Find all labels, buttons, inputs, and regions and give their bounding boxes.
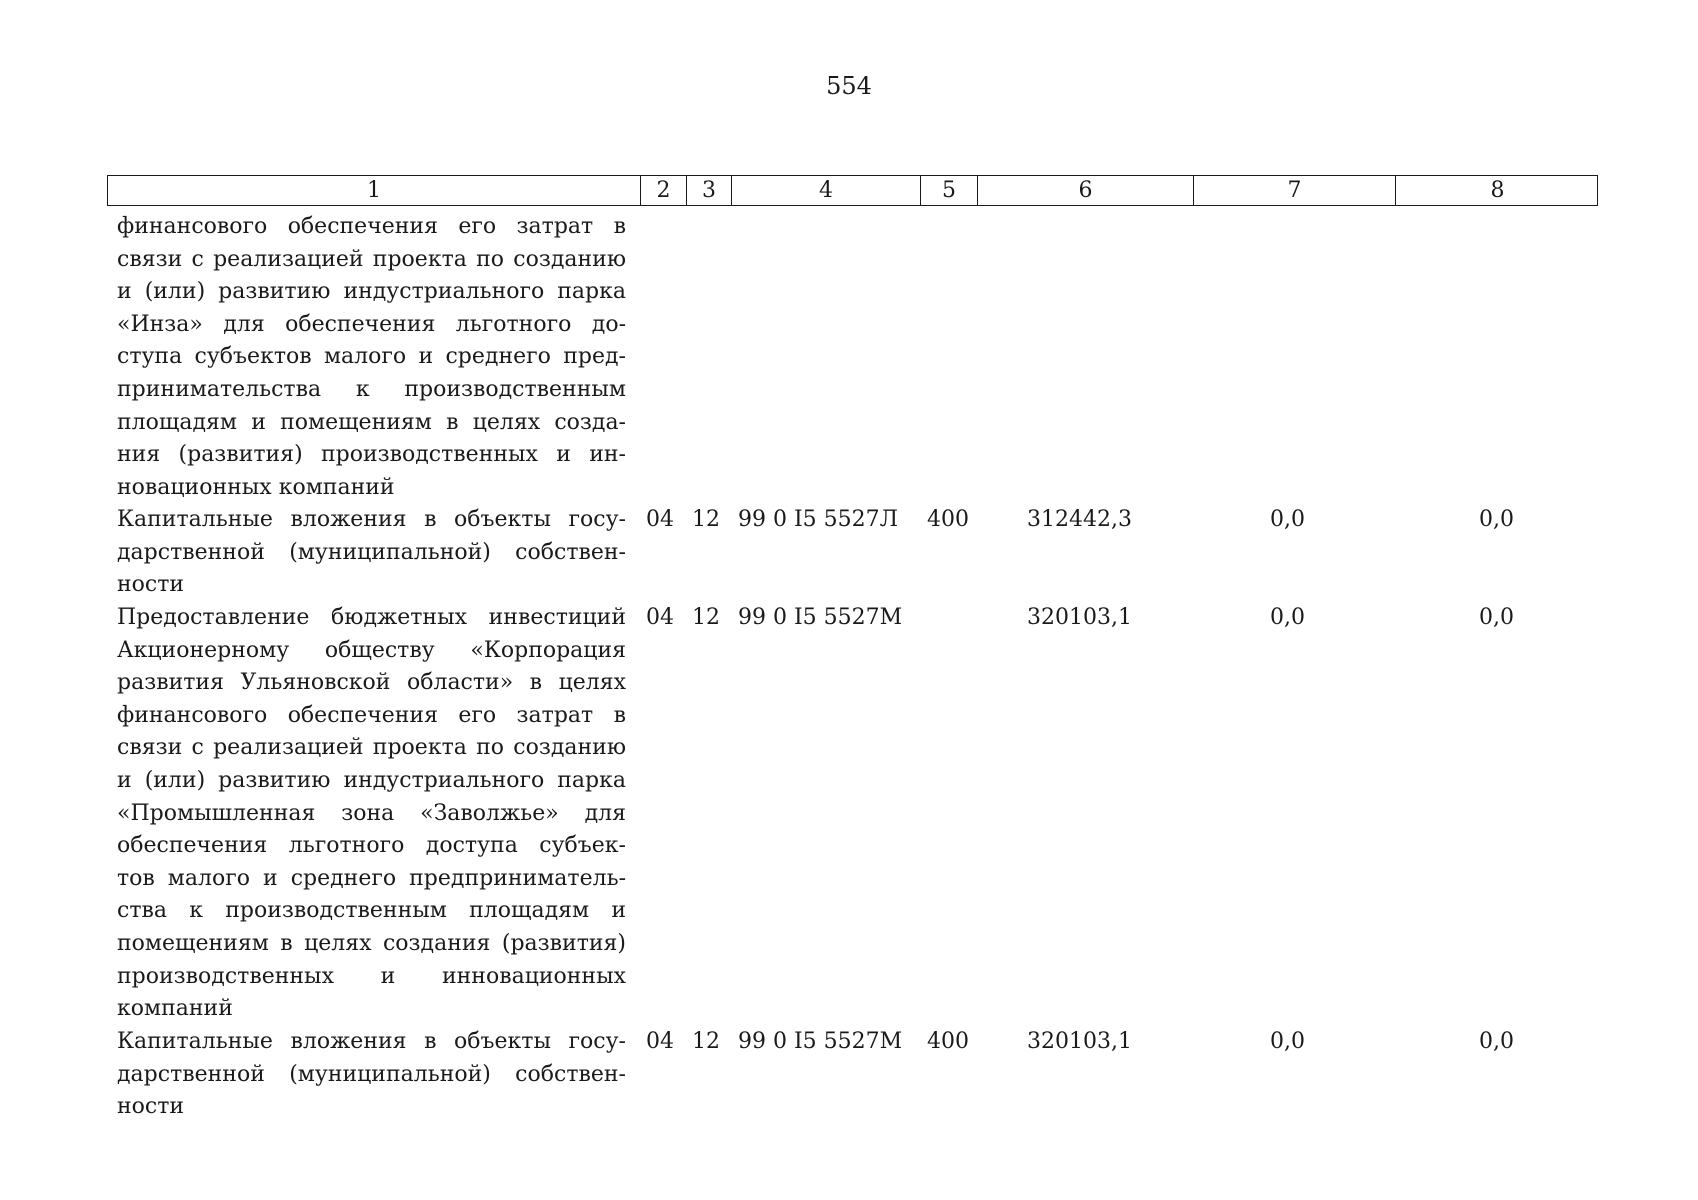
description-line: Акционерному обществу «Корпорация bbox=[117, 637, 626, 663]
description-line: производственных и инновационных bbox=[117, 963, 626, 989]
section-code: 04 bbox=[646, 507, 674, 532]
description-line: новационных компаний bbox=[117, 474, 395, 500]
table-header bbox=[107, 175, 1598, 206]
description-line: площадям и помещениям в целях созда- bbox=[117, 409, 626, 435]
row-description bbox=[117, 211, 626, 504]
row-description bbox=[117, 504, 626, 602]
description-line: финансового обеспечения его затрат в bbox=[117, 214, 626, 239]
amount-col-6: 320103,1 bbox=[1027, 1029, 1132, 1054]
amount-col-8: 0,0 bbox=[1479, 507, 1514, 532]
section-code: 04 bbox=[646, 1029, 674, 1054]
amount-col-6: 320103,1 bbox=[1027, 605, 1132, 630]
description-line: Капитальные вложения в объекты госу- bbox=[117, 507, 626, 532]
description-line: связи с реализацией проекта по созданию bbox=[117, 735, 626, 761]
description-line: и (или) развитию индустриального парка bbox=[117, 279, 626, 305]
description-line: и (или) развитию индустриального парка bbox=[117, 767, 626, 793]
description-line: Капитальные вложения в объекты госу- bbox=[117, 1029, 626, 1054]
description-line: дарственной (муниципальной) собствен- bbox=[117, 539, 626, 565]
header-col-3: 3 bbox=[686, 176, 731, 205]
header-col-8: 8 bbox=[1395, 176, 1599, 205]
section-code: 04 bbox=[646, 605, 674, 630]
header-col-4: 4 bbox=[731, 176, 920, 205]
description-line: Предоставление бюджетных инвестиций bbox=[117, 605, 626, 630]
description-line: ния (развития) производственных и ин- bbox=[117, 442, 626, 468]
header-col-7: 7 bbox=[1193, 176, 1395, 205]
description-line: финансового обеспечения его затрат в bbox=[117, 702, 626, 728]
target-article-code: 99 0 I5 5527М bbox=[738, 605, 903, 630]
description-line: тов малого и среднего предприниматель- bbox=[117, 865, 626, 891]
description-line: компаний bbox=[117, 996, 233, 1022]
amount-col-7: 0,0 bbox=[1270, 605, 1305, 630]
subsection-code: 12 bbox=[692, 1029, 720, 1054]
expense-type-code: 400 bbox=[927, 1029, 969, 1054]
description-line: развития Ульяновской области» в целях bbox=[117, 670, 626, 696]
description-line: «Инза» для обеспечения льготного до- bbox=[117, 311, 626, 337]
amount-col-7: 0,0 bbox=[1270, 1029, 1305, 1054]
target-article-code: 99 0 I5 5527М bbox=[738, 1029, 903, 1054]
expense-type-code: 400 bbox=[927, 507, 969, 532]
description-line: «Промышленная зона «Заволжье» для bbox=[117, 800, 626, 826]
amount-col-7: 0,0 bbox=[1270, 507, 1305, 532]
amount-col-6: 312442,3 bbox=[1027, 507, 1132, 532]
header-col-2: 2 bbox=[640, 176, 686, 205]
header-col-1: 1 bbox=[367, 178, 381, 203]
header-col-5: 5 bbox=[920, 176, 977, 205]
description-line: ности bbox=[117, 1094, 185, 1120]
amount-col-8: 0,0 bbox=[1479, 605, 1514, 630]
target-article-code: 99 0 I5 5527Л bbox=[738, 507, 899, 532]
header-col-6: 6 bbox=[977, 176, 1193, 205]
description-line: помещениям в целях создания (развития) bbox=[117, 930, 626, 956]
description-line: принимательства к производственным bbox=[117, 376, 626, 402]
subsection-code: 12 bbox=[692, 507, 720, 532]
subsection-code: 12 bbox=[692, 605, 720, 630]
row-description bbox=[117, 602, 626, 1026]
description-line: ства к производственным площадям и bbox=[117, 898, 626, 924]
row-description bbox=[117, 1026, 626, 1124]
description-line: связи с реализацией проекта по созданию bbox=[117, 246, 626, 272]
amount-col-8: 0,0 bbox=[1479, 1029, 1514, 1054]
description-line: обеспечения льготного доступа субъек- bbox=[117, 833, 626, 859]
description-line: ности bbox=[117, 572, 185, 598]
page-number: 554 bbox=[826, 72, 872, 100]
description-line: ступа субъектов малого и среднего пред- bbox=[117, 344, 626, 370]
description-line: дарственной (муниципальной) собствен- bbox=[117, 1061, 626, 1087]
